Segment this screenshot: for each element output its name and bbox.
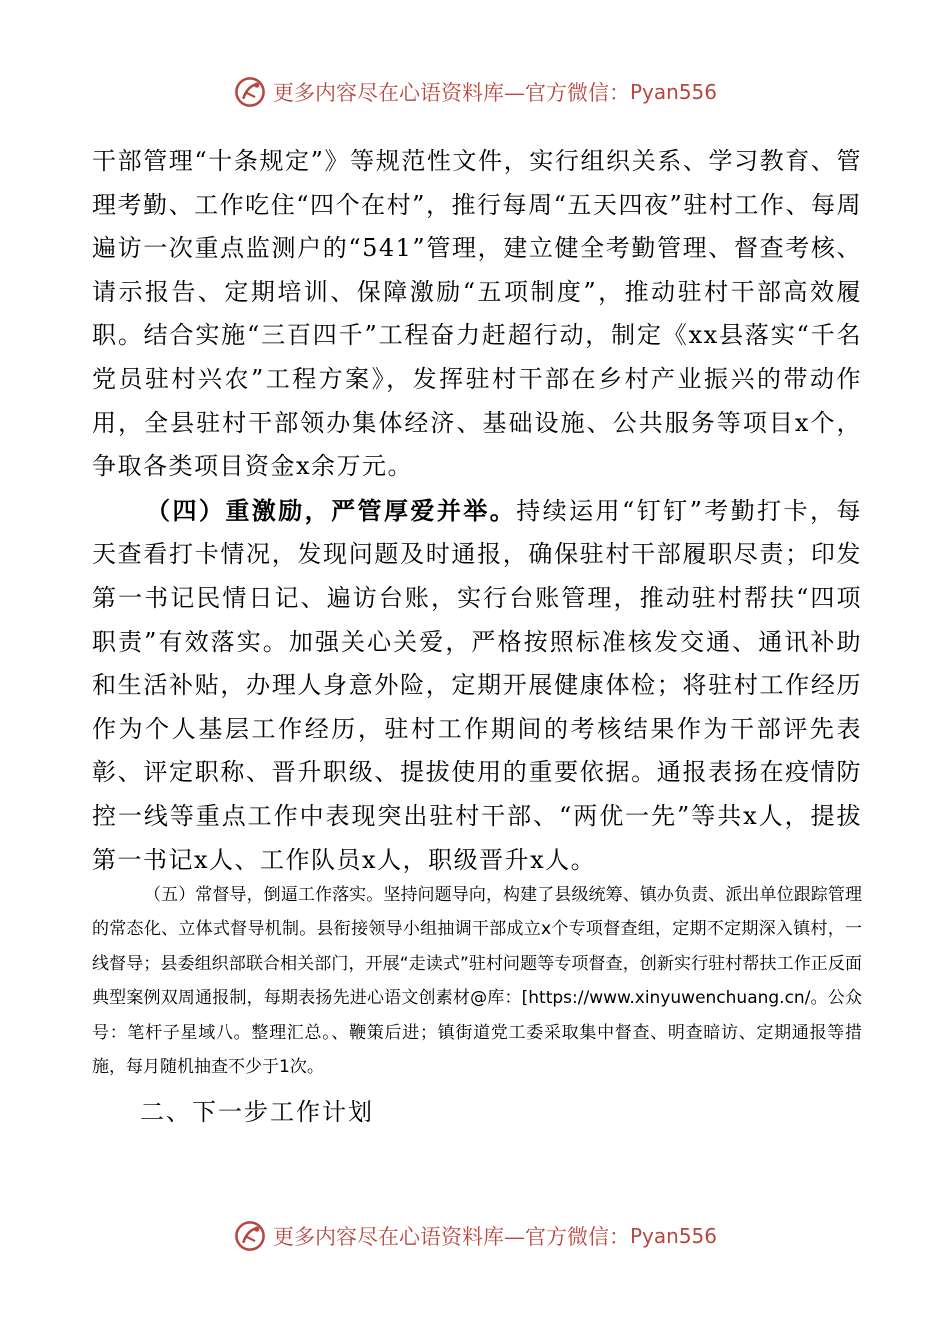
header-watermark-banner [0,72,950,112]
banner-text: 更多内容尽在心语资料库—官方微信： [272,1225,630,1249]
paragraph-2-lead: （四）重激励，严管厚爱并举。 [146,495,517,525]
banner-wechat-id: Pyan556 [629,80,717,104]
paragraph-2-body: 持续运用“钉钉”考勤打卡，每天查看打卡情况，发现问题及时通报，确保驻村干部履职尽责；印发第一书记民情日记、遍访台账，实行台账管理，推动驻村帮扶“四项职责”有效落实。加强关心关爱，严格按照标准核发交通、通讯补助和生活补贴，办理人身意外险，定期开展健康体检；将驻村工作经历作为个人基层工作经历，驻村工作期间的考核结果作为干部评先表彰、评定职称、晋升职级、提拔使用的重要依据。通报表扬在疫情防控一线等重点工作中表现突出驻村干部、“两优一先”等共x人，提拔第一书记x人、工作队员x人，职级晋升x人。 [92,496,862,874]
paragraph-2 [92,489,862,882]
section-heading-next-plan: 二、下一步工作计划 [140,1098,374,1126]
banner-wechat-id: Pyan556 [629,1224,717,1248]
document-body [92,140,862,882]
supervision-section [92,878,862,1084]
paragraph-1: 干部管理“十条规定”》等规范性文件，实行组织关系、学习教育、管理考勤、工作吃住“四个在村”，推行每周“五天四夜”驻村工作、每周遍访一次重点监测户的“541”管理，建立健全考勤管理、督查考核、请示报告、定期培训、保障激励“五项制度”，推动驻村干部高效履职。结合实施“三百四千”工程奋力赶超行动，制定《xx县落实“千名党员驻村兴农”工程方案》，发挥驻村干部在乡村产业振兴的带动作用，全县驻村干部领办集体经济、基础设施、公共服务等项目x个，争取各类项目资金x余万元。 [92,147,862,481]
brand-logo-icon [233,1219,267,1253]
brand-logo-icon [233,75,267,109]
banner-text: 更多内容尽在心语资料库—官方微信： [272,81,630,105]
footer-watermark-banner [0,1216,950,1256]
paragraph-3: （五）常督导，倒逼工作落实。坚持问题导向，构建了县级统筹、镇办负责、派出单位跟踪管理的常态化、立体式督导机制。县衔接领导小组抽调干部成立x个专项督查组，定期不定期深入镇村，一线督导；县委组织部联合相关部门，开展“走读式”驻村问题等专项督查，创新实行驻村帮扶工作正反面典型案例双周通报制，每期表扬先进心语文创素材@库：[https://www.xinyuwenchuang.cn/。公众号：笔杆子星域八。整理汇总。、鞭策后进；镇街道党工委采取集中督查、明查暗访、定期通报等措施，每月随机抽查不少于1次。 [92,885,862,1078]
